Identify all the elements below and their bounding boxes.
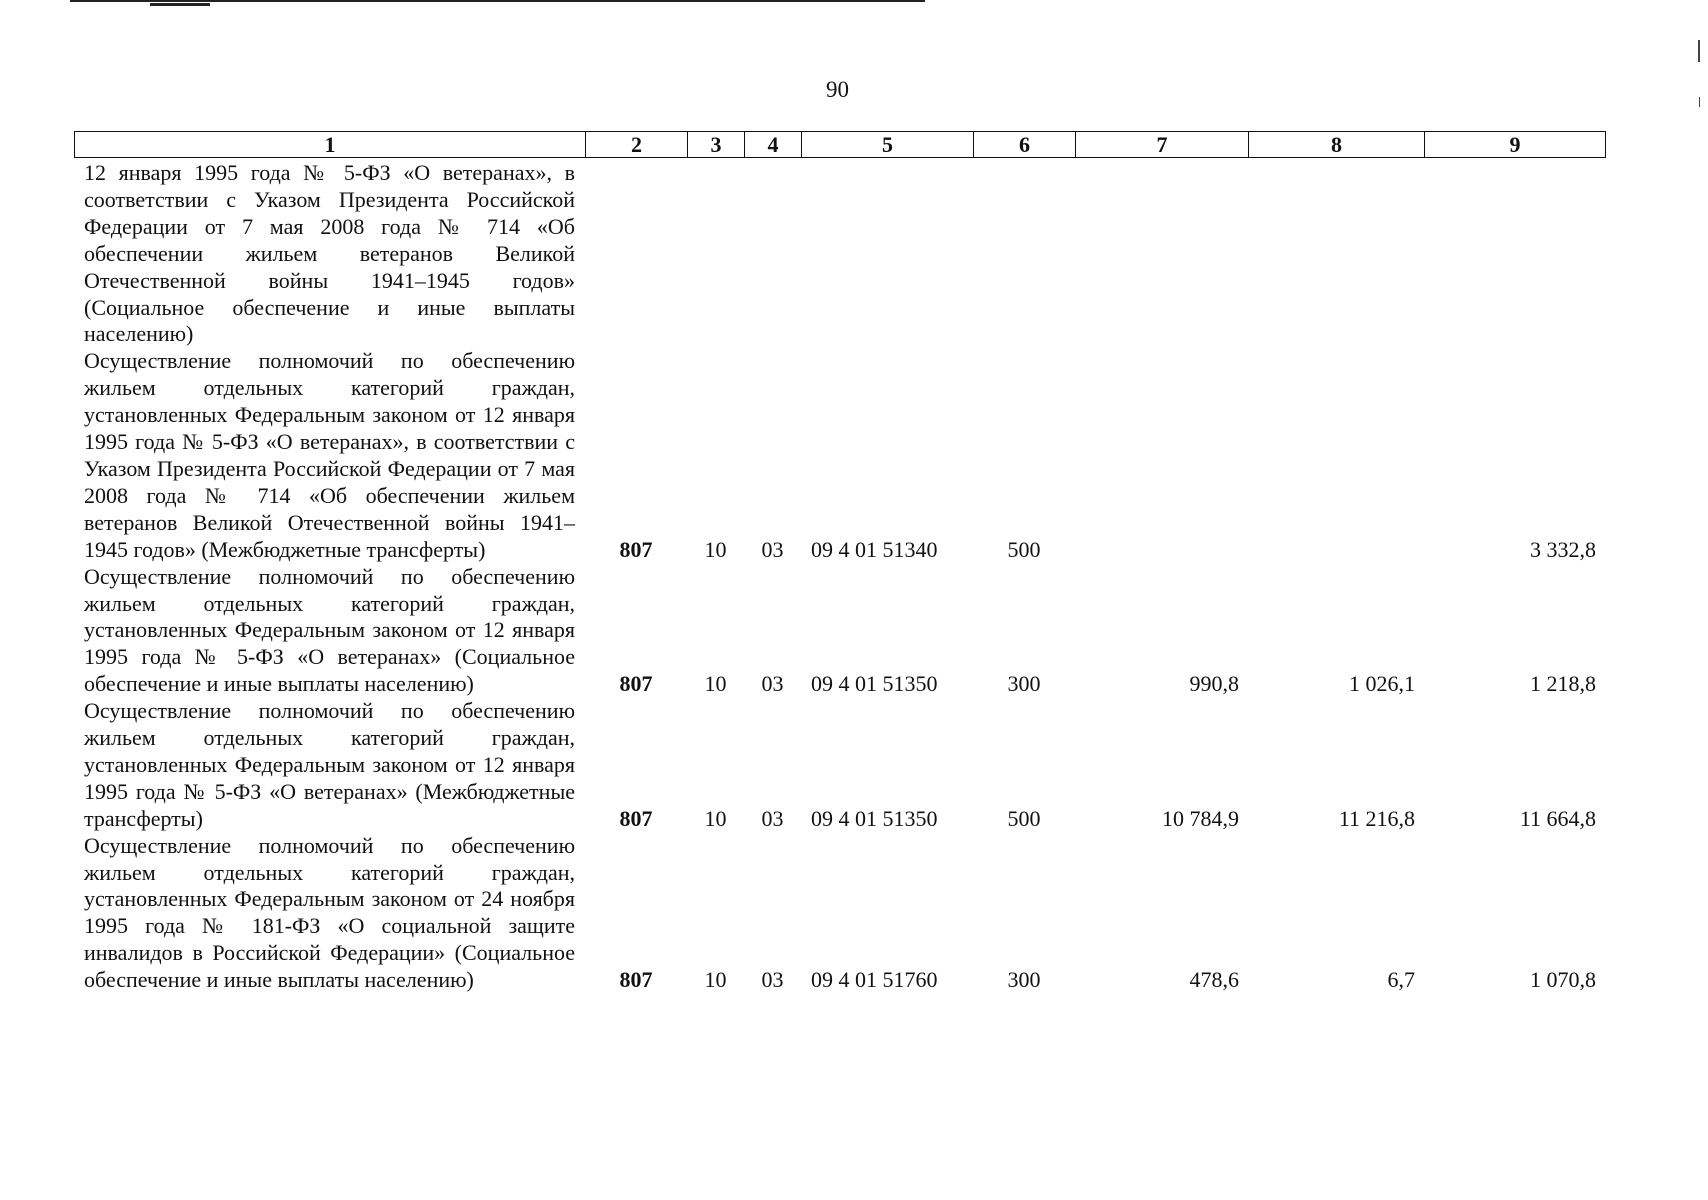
amount-col-9: 1 070,8: [1530, 967, 1596, 993]
target-article-code: 09 4 01 51350: [811, 805, 938, 831]
section-code: 10: [704, 805, 727, 831]
section-code: 10: [704, 671, 727, 697]
expense-type-code: [973, 160, 1075, 348]
table-row: [74, 698, 1605, 833]
section-code: [687, 160, 744, 348]
target-article-code: 09 4 01 51340: [811, 536, 938, 562]
page-number: 90: [826, 77, 849, 102]
table-row: [74, 160, 1605, 348]
header-cell-3: 3: [688, 132, 745, 158]
target-article-code: 09 4 01 51760: [811, 967, 938, 993]
amount-col-7: [1075, 160, 1248, 348]
budget-table-body: [74, 160, 1605, 994]
header-cell-5: 5: [802, 132, 974, 158]
row-description: Осуществление полномочий по обеспечению жильем отдельных категорий граждан, установленных Федеральным законом от 24 ноября 1995 года № 181-ФЗ «О социальной защите инвалидов в Российской Федерации» (Социальное обеспечение и иные выплаты населению): [84, 832, 575, 993]
grbs-code: 807: [619, 967, 653, 993]
amount-col-7: 478,6: [1189, 967, 1239, 993]
subsection-code: [744, 160, 801, 348]
expense-type-code: 300: [1007, 671, 1041, 697]
amount-col-8: 11 216,8: [1338, 805, 1415, 831]
column-number-header: [74, 131, 1606, 158]
subsection-code: 03: [761, 536, 784, 562]
header-cell-4: 4: [745, 132, 802, 158]
amount-col-9: 1 218,8: [1530, 671, 1596, 697]
table-row: [74, 348, 1605, 563]
header-cell-9: 9: [1425, 132, 1606, 158]
header-cell-7: 7: [1076, 132, 1249, 158]
amount-col-8: 1 026,1: [1349, 671, 1415, 697]
header-cell-2: 2: [586, 132, 688, 158]
header-cell-1: 1: [75, 132, 586, 158]
target-article-code: 09 4 01 51350: [811, 671, 938, 697]
grbs-code: 807: [619, 805, 653, 831]
top-scan-rule: [70, 0, 925, 2]
amount-col-8: [1248, 160, 1424, 348]
row-description: Осуществление полномочий по обеспечению жильем отдельных категорий граждан, установленных Федеральным законом от 12 января 1995 года № 5-ФЗ «О ветеранах», в соответствии с Указом Президента Российской Федерации от 7 мая 2008 года № 714 «Об обеспечении жильем ветеранов Великой Отечественной войны 1941–1945 годов» (Межбюджетные трансферты): [84, 348, 575, 562]
grbs-code: [585, 160, 687, 348]
amount-col-8: [1248, 348, 1424, 563]
header-cell-8: 8: [1249, 132, 1425, 158]
subsection-code: 03: [761, 805, 784, 831]
row-description: Осуществление полномочий по обеспечению жильем отдельных категорий граждан, установленных Федеральным законом от 12 января 1995 года № 5-ФЗ «О ветеранах» (Социальное обеспечение и иные выплаты населению): [84, 563, 575, 697]
header-row: [75, 132, 1606, 158]
expense-type-code: 500: [1007, 536, 1041, 562]
amount-col-7: [1075, 348, 1248, 563]
amount-col-7: 990,8: [1189, 671, 1239, 697]
amount-col-9: 11 664,8: [1519, 805, 1596, 831]
amount-col-9: [1424, 160, 1605, 348]
target-article-code: [801, 160, 973, 348]
section-code: 10: [704, 536, 727, 562]
grbs-code: 807: [619, 536, 653, 562]
expense-type-code: 500: [1007, 805, 1041, 831]
header-cell-6: 6: [974, 132, 1076, 158]
amount-col-7: 10 784,9: [1162, 805, 1239, 831]
section-code: 10: [704, 967, 727, 993]
row-description: Осуществление полномочий по обеспечению жильем отдельных категорий граждан, установленных Федеральным законом от 12 января 1995 года № 5-ФЗ «О ветеранах» (Межбюджетные трансферты): [84, 698, 575, 831]
margin-scan-mark: [1698, 40, 1700, 62]
amount-col-9: 3 332,8: [1530, 536, 1596, 562]
expense-type-code: 300: [1007, 967, 1041, 993]
grbs-code: 807: [619, 671, 653, 697]
margin-scan-mark: [1699, 97, 1700, 107]
table-row: [74, 833, 1605, 994]
row-description: 12 января 1995 года № 5-ФЗ «О ветеранах», в соответствии с Указом Президента Российской Федерации от 7 мая 2008 года № 714 «Об обеспечении жильем ветеранов Великой Отечественной войны 1941–1945 годов» (Социальное обеспечение и иные выплаты населению): [84, 160, 575, 347]
top-scan-rule-accent: [150, 3, 210, 6]
subsection-code: 03: [761, 671, 784, 697]
subsection-code: 03: [761, 967, 784, 993]
amount-col-8: 6,7: [1387, 967, 1415, 993]
table-row: [74, 564, 1605, 699]
